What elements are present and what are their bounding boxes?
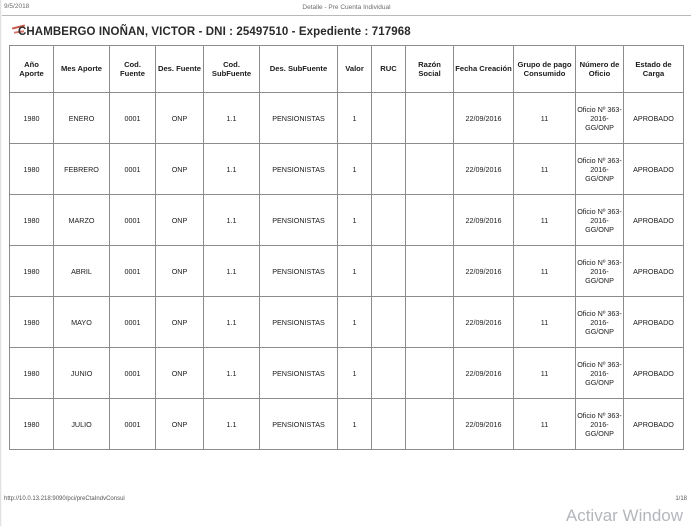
cell-anio: 1980 (10, 297, 54, 348)
cell-cod-fuente: 0001 (110, 297, 156, 348)
cell-valor: 1 (338, 93, 372, 144)
cell-mes: MARZO (54, 195, 110, 246)
activation-watermark: Activar Window (565, 506, 683, 525)
cell-valor: 1 (338, 246, 372, 297)
cell-valor: 1 (338, 297, 372, 348)
cell-estado: APROBADO (624, 93, 684, 144)
cell-ruc (372, 399, 406, 450)
cell-des-subfuente: PENSIONISTAS (260, 297, 338, 348)
cell-anio: 1980 (10, 93, 54, 144)
cell-grupo-pago: 11 (514, 297, 576, 348)
cell-numero-oficio: Oficio Nº 363-2016-GG/ONP (576, 399, 624, 450)
cell-ruc (372, 348, 406, 399)
cell-estado: APROBADO (624, 399, 684, 450)
table-row (10, 144, 684, 195)
cell-mes: MAYO (54, 297, 110, 348)
cell-cod-fuente: 0001 (110, 195, 156, 246)
header-divider (2, 15, 691, 16)
cell-des-fuente: ONP (156, 93, 204, 144)
cell-mes: ENERO (54, 93, 110, 144)
cell-des-fuente: ONP (156, 297, 204, 348)
cell-grupo-pago: 11 (514, 399, 576, 450)
cell-valor: 1 (338, 195, 372, 246)
cell-valor: 1 (338, 348, 372, 399)
table-row (10, 348, 684, 399)
cell-fecha: 22/09/2016 (454, 144, 514, 195)
cell-mes: JUNIO (54, 348, 110, 399)
cell-cod-subfuente: 1.1 (204, 246, 260, 297)
cell-grupo-pago: 11 (514, 144, 576, 195)
cell-razon-social (406, 144, 454, 195)
table-row (10, 246, 684, 297)
cell-cod-subfuente: 1.1 (204, 399, 260, 450)
cell-des-fuente: ONP (156, 348, 204, 399)
cell-des-subfuente: PENSIONISTAS (260, 246, 338, 297)
cell-grupo-pago: 11 (514, 348, 576, 399)
cell-numero-oficio: Oficio Nº 363-2016-GG/ONP (576, 195, 624, 246)
cell-des-subfuente: PENSIONISTAS (260, 399, 338, 450)
cell-numero-oficio: Oficio Nº 363-2016-GG/ONP (576, 144, 624, 195)
cell-fecha: 22/09/2016 (454, 246, 514, 297)
cell-fecha: 22/09/2016 (454, 348, 514, 399)
column-header-cod-fuente: Cod. Fuente (110, 46, 156, 93)
footer-page-number: 1/18 (675, 496, 687, 502)
table-row (10, 399, 684, 450)
cell-ruc (372, 93, 406, 144)
cell-estado: APROBADO (624, 195, 684, 246)
cell-mes: ABRIL (54, 246, 110, 297)
cell-anio: 1980 (10, 195, 54, 246)
column-header-estado-carga: Estado de Carga (624, 46, 684, 93)
cell-numero-oficio: Oficio Nº 363-2016-GG/ONP (576, 348, 624, 399)
cell-razon-social (406, 399, 454, 450)
cell-des-fuente: ONP (156, 399, 204, 450)
column-header-valor: Valor (338, 46, 372, 93)
column-header-anio-aporte: Año Aporte (10, 46, 54, 93)
cell-grupo-pago: 11 (514, 195, 576, 246)
cell-cod-fuente: 0001 (110, 93, 156, 144)
cell-mes: FEBRERO (54, 144, 110, 195)
cell-cod-subfuente: 1.1 (204, 93, 260, 144)
cell-anio: 1980 (10, 348, 54, 399)
table-row (10, 195, 684, 246)
cell-mes: JULIO (54, 399, 110, 450)
scan-edge (0, 0, 2, 526)
cell-cod-subfuente: 1.1 (204, 297, 260, 348)
cell-cod-fuente: 0001 (110, 246, 156, 297)
footer-url: http://10.0.13.218:9090/pci/preCtaIndvConsul (4, 496, 125, 502)
column-header-razon-social: Razón Social (406, 46, 454, 93)
page-title: CHAMBERGO INOÑAN, VICTOR - DNI : 25497510 - Expediente : 717968 (18, 26, 411, 38)
table-header-row (10, 46, 684, 93)
column-header-fecha-creacion: Fecha Creación (454, 46, 514, 93)
cell-fecha: 22/09/2016 (454, 297, 514, 348)
cell-ruc (372, 246, 406, 297)
column-header-cod-subfuente: Cod. SubFuente (204, 46, 260, 93)
cell-razon-social (406, 246, 454, 297)
cell-razon-social (406, 297, 454, 348)
cell-anio: 1980 (10, 144, 54, 195)
cell-razon-social (406, 348, 454, 399)
cell-cod-subfuente: 1.1 (204, 348, 260, 399)
column-header-des-subfuente: Des. SubFuente (260, 46, 338, 93)
cell-cod-fuente: 0001 (110, 348, 156, 399)
cell-razon-social (406, 93, 454, 144)
cell-fecha: 22/09/2016 (454, 93, 514, 144)
cell-valor: 1 (338, 144, 372, 195)
cell-fecha: 22/09/2016 (454, 195, 514, 246)
cell-anio: 1980 (10, 246, 54, 297)
cell-ruc (372, 144, 406, 195)
cell-valor: 1 (338, 399, 372, 450)
cell-numero-oficio: Oficio Nº 363-2016-GG/ONP (576, 246, 624, 297)
cell-cod-fuente: 0001 (110, 399, 156, 450)
cell-anio: 1980 (10, 399, 54, 450)
column-header-mes-aporte: Mes Aporte (54, 46, 110, 93)
cell-des-fuente: ONP (156, 246, 204, 297)
cell-grupo-pago: 11 (514, 93, 576, 144)
cell-cod-subfuente: 1.1 (204, 144, 260, 195)
table-row (10, 297, 684, 348)
cell-estado: APROBADO (624, 144, 684, 195)
print-title: Detalle - Pre Cuenta Individual (302, 4, 391, 11)
aportes-table (9, 45, 684, 450)
cell-des-subfuente: PENSIONISTAS (260, 195, 338, 246)
cell-estado: APROBADO (624, 246, 684, 297)
column-header-des-fuente: Des. Fuente (156, 46, 204, 93)
print-date: 9/5/2018 (4, 3, 30, 10)
cell-cod-subfuente: 1.1 (204, 195, 260, 246)
cell-fecha: 22/09/2016 (454, 399, 514, 450)
table-row (10, 93, 684, 144)
cell-numero-oficio: Oficio Nº 363-2016-GG/ONP (576, 93, 624, 144)
cell-des-fuente: ONP (156, 195, 204, 246)
cell-ruc (372, 195, 406, 246)
table-body (10, 93, 684, 450)
cell-des-subfuente: PENSIONISTAS (260, 93, 338, 144)
print-header (0, 3, 693, 15)
cell-cod-fuente: 0001 (110, 144, 156, 195)
cell-razon-social (406, 195, 454, 246)
column-header-numero-oficio: Número de Oficio (576, 46, 624, 93)
cell-grupo-pago: 11 (514, 246, 576, 297)
cell-des-fuente: ONP (156, 144, 204, 195)
cell-numero-oficio: Oficio Nº 363-2016-GG/ONP (576, 297, 624, 348)
cell-des-subfuente: PENSIONISTAS (260, 348, 338, 399)
column-header-ruc: RUC (372, 46, 406, 93)
column-header-grupo-pago: Grupo de pago Consumido (514, 46, 576, 93)
cell-des-subfuente: PENSIONISTAS (260, 144, 338, 195)
cell-ruc (372, 297, 406, 348)
cell-estado: APROBADO (624, 348, 684, 399)
cell-estado: APROBADO (624, 297, 684, 348)
